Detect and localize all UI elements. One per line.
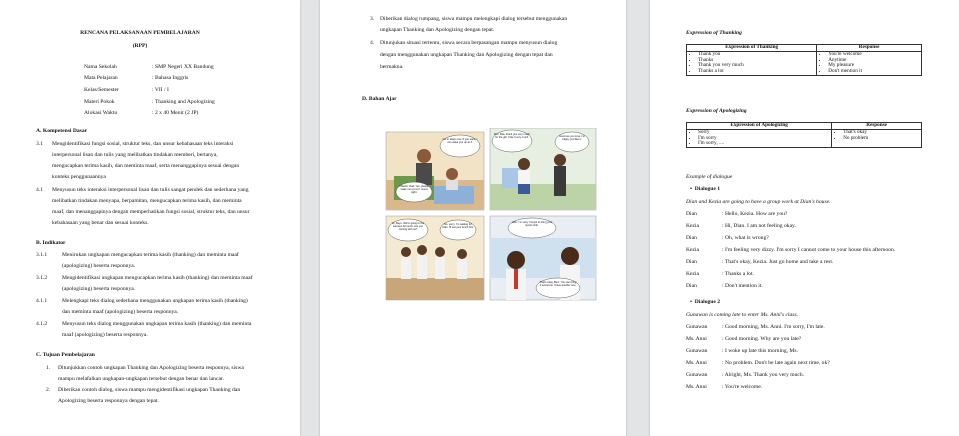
- speech-bubble: [492, 130, 532, 152]
- speaker: Kezia: [686, 223, 700, 229]
- section-heading: C. Tujuan Pembelajaran: [36, 352, 95, 358]
- speech-bubble: [440, 220, 476, 240]
- tujuan-line: Ditunjukan situasi tertentu, siswa secara berpasangan mampu menyusun dialog: [380, 40, 558, 46]
- dialogue-line: : Oh, what is wrong?: [722, 235, 769, 241]
- indikator-number: 4.1.2: [36, 321, 48, 327]
- identity-value: : 2 x 40 Menit (2 JP): [152, 110, 199, 116]
- bubble-text: Mrs. Rita, thank you very much for the gift. I like it very much.: [494, 133, 530, 139]
- bubble-text: Go to sleep now. If you want, I can wake you up at 4.: [442, 138, 478, 144]
- column-header: Expression of Thanking: [687, 45, 817, 52]
- document-title: RENCANA PELAKSANAAN PEMBELAJARAN: [80, 30, 200, 36]
- kd-number: 3.1: [36, 141, 43, 147]
- dialogue-title-text: Dialogue 2: [694, 299, 721, 305]
- tujuan-line: ungkapan Thanking dan Apologizing dengan tepat.: [380, 27, 495, 33]
- speaker: Gunawan: [686, 372, 708, 378]
- list-item: • No problem: [843, 136, 918, 142]
- kd-number: 4.1: [36, 187, 43, 193]
- list-item: • I'm sorry, ....: [698, 141, 828, 147]
- identity-value: : SMP Negeri XX Bandung: [152, 64, 214, 70]
- indikator-line: Menirukan ungkapan mengucapkan terima kasih (thanking) dan meminta maaf: [62, 252, 239, 258]
- kd-line: Mengidentifikasi fungsi sosial, struktur teks, dan unsur kebahasaan teks interaksi: [52, 141, 234, 147]
- speaker: Dian: [686, 259, 697, 265]
- indikator-line: Menyusun teks dialog menggunakan ungkapan terima kasih (thanking) dan meminta: [62, 321, 252, 327]
- dialogue-context: Dian and Kezia are going to have a group work at Dian's house.: [686, 199, 831, 205]
- tujuan-number: 2.: [46, 387, 51, 393]
- column-header: Response: [817, 45, 922, 52]
- section-heading: A. Kompetensi Dasar: [36, 128, 88, 134]
- list-item: • Thank you: [698, 52, 813, 58]
- bubble-text: That's okay, Beni. You can bring it tomorrow. I have another one.: [539, 281, 577, 287]
- tujuan-number: 4.: [370, 40, 375, 46]
- document-page-1: [0, 0, 300, 436]
- dialogue-title: • Dialogue 2: [690, 299, 721, 305]
- speech-bubble: [536, 278, 580, 298]
- dialogue-line: : That's okay, Kezia. Just go home and take a rest.: [722, 259, 834, 265]
- kd-line: interpersonal lisan dan tulis yang melibatkan tindakan memberi, bertanya,: [52, 152, 218, 158]
- speaker: Kezia: [686, 271, 700, 277]
- identity-label: Nama Sekolah: [84, 64, 117, 70]
- dialogue-line: : Good morning. Why are you late?: [722, 336, 802, 342]
- list-item: • Thank you very much: [698, 63, 813, 69]
- tujuan-line: Ditunjukkan contoh ungkapan Thanking dan Apologizing beserta responnya, siswa: [58, 365, 244, 371]
- identity-value: : Thanking and Apologizing: [152, 99, 215, 105]
- list-item: • I'm sorry: [698, 136, 828, 142]
- bubble-text: Udin, I'm sorry I forgot to bring your sports shirt.: [511, 221, 553, 227]
- tujuan-line: Diberikan dialog rumpang, siswa mampu melengkapi dialog tersebut menggunakan: [380, 16, 568, 22]
- identity-label: Mata Pelajaran: [84, 75, 118, 81]
- speaker: Dian: [686, 283, 697, 289]
- list-item: • That's okay: [843, 130, 918, 136]
- kd-line: Menyusun teks interaksi interpersonal lisan dan tulis sangat pendek dan sederhana yang: [52, 187, 249, 193]
- list-item: • Thanks a lot: [698, 69, 813, 75]
- kd-line: konteks penggunaannya: [52, 174, 106, 180]
- speaker: Ms. Anni: [686, 360, 707, 366]
- list-item: • Don't mention it: [828, 69, 918, 75]
- indikator-line: (apologizing) beserta responnya.: [62, 263, 136, 269]
- tujuan-number: 1.: [46, 365, 51, 371]
- dialogue-title: • Dialogue 1: [690, 186, 721, 192]
- identity-label: Kelas/Semester: [84, 87, 119, 93]
- apologizing-table: [686, 122, 922, 148]
- list-item: • Anytime: [828, 58, 918, 64]
- dialogue-title-text: Dialogue 1: [694, 186, 721, 192]
- kd-line: melibatkan tindakan menyapa, berpamitan, mengucapkan terima kasih, dan meminta: [52, 198, 242, 204]
- dialogue-line: : Hi, Dian. I am not feeling okay.: [722, 223, 796, 229]
- dialogue-line: : Good morning, Ms. Anni. I'm sorry, I'm late.: [722, 324, 825, 330]
- comic-panel-3: [386, 216, 484, 300]
- bubble-text: Thanks, Dad. Yes, please wake me up at 4. Good night.: [399, 185, 429, 194]
- identity-value: : VII / I: [152, 87, 169, 93]
- dialogue-context: Gunawan is coming late to enter Ms. Anni's class.: [686, 312, 799, 318]
- document-subtitle: (RPP): [132, 43, 148, 49]
- speech-bubble: [440, 135, 480, 157]
- dialogue-line: : Thanks a lot.: [722, 271, 754, 277]
- section-heading: B. Indikator: [36, 240, 66, 246]
- bubble-text: No, sorry. I'm waiting for Udin. I'll eat your lunch first.: [442, 223, 474, 229]
- indikator-line: Melengkapi teks dialog sederhana menggunakan ungkapan terima kasih (thanking): [62, 298, 248, 304]
- speaker: Dian: [686, 211, 697, 217]
- speaker: Ms. Anni: [686, 384, 707, 390]
- thanking-table: [686, 44, 922, 76]
- section-heading: Expression of Thanking: [686, 30, 742, 36]
- comic-panel-4: [490, 216, 596, 300]
- indikator-number: 4.1.1: [36, 298, 48, 304]
- tujuan-line: Apologizing beserta responnya dengan tepat.: [58, 398, 159, 404]
- bubble-text: Hi, Dayu. We're going to the canteen for lunch. Are you coming with us?: [391, 222, 425, 231]
- tujuan-line: dengan menggunakan ungkapan Thanking dan Apologizing dengan tepat dan: [380, 52, 553, 58]
- tujuan-line: mampu melafalkan ungkapan-ungkapan tersebut dengan benar dan lancar.: [58, 376, 224, 382]
- identity-label: Alokasi Waktu: [84, 110, 118, 116]
- dialogue-line: : You're welcome.: [722, 384, 763, 390]
- identity-label: Materi Pokok: [84, 99, 115, 105]
- speech-bubble: [396, 182, 432, 202]
- comic-illustration: [384, 128, 598, 302]
- tujuan-number: 3.: [370, 16, 375, 22]
- list-item: • Sorry: [698, 130, 828, 136]
- speaker: Kezia: [686, 247, 700, 253]
- dialogue-line: : Don't mention it.: [722, 283, 763, 289]
- column-header: Response: [832, 123, 922, 130]
- list-item: • Thanks: [698, 58, 813, 64]
- list-item: • My pleasure: [828, 63, 918, 69]
- indikator-line: (apologizing) beserta responnya.: [62, 286, 136, 292]
- kd-line: kebahasaan yang benar dan sesuai konteks.: [52, 220, 149, 226]
- list-item: • You're welcome: [828, 52, 918, 58]
- speaker: Gunawan: [686, 324, 708, 330]
- speech-bubble: [555, 132, 589, 152]
- dialogue-line: : I'm feeling very dizzy. I'm sorry I cannot come to your house this afternoon.: [722, 247, 896, 253]
- document-page-3: [650, 0, 959, 436]
- kd-line: mengucapkan terima kasih, dan meminta maaf, serta menanggapinya sesuai dengan: [52, 163, 240, 169]
- speech-bubble: [388, 219, 428, 241]
- comic-panel-1: [386, 132, 484, 210]
- indikator-line: dan meminta maaf (apologizing) beserta responnya.: [62, 309, 179, 315]
- indikator-line: Mengidentifikasi ungkapan mengucapkan terima kasih (thanking) dan meminta maaf: [62, 275, 253, 281]
- indikator-line: maaf (apologizing) beserta responnya.: [62, 332, 148, 338]
- indikator-number: 3.1.1: [36, 252, 48, 258]
- column-header: Expression of Apologizing: [687, 123, 832, 130]
- tujuan-line: bermakna.: [380, 64, 404, 70]
- speech-bubble: [508, 218, 556, 238]
- kd-line: maaf, dan menanggapinya dengan memperhatikan fungsi sosial, struktur teks, dan unsur: [52, 209, 250, 215]
- section-heading: D. Bahan Ajar: [362, 96, 397, 102]
- dialogue-line: : I woke up late this morning, Ms.: [722, 348, 798, 354]
- tujuan-line: Diberikan contoh dialog, siswa mampu mengidentifikasi ungkapan Thanking dan: [58, 387, 241, 393]
- indikator-number: 3.1.2: [36, 275, 48, 281]
- section-heading: Example of dialogue: [686, 174, 733, 180]
- comic-panel-2: [490, 128, 596, 210]
- speaker: Gunawan: [686, 348, 708, 354]
- section-heading: Expression of Apologizing: [686, 108, 747, 114]
- dialogue-line: : Alright, Ms. Thank you very much.: [722, 372, 805, 378]
- dialogue-line: : No problem. Don't be late again next time, ok?: [722, 360, 830, 366]
- bubble-text: Good we you Lina. I'm happy you like it.: [559, 135, 585, 141]
- speaker: Ms. Anni: [686, 336, 707, 342]
- dialogue-line: : Hello, Kezia. How are you?: [722, 211, 788, 217]
- speaker: Dian: [686, 235, 697, 241]
- identity-value: : Bahasa Inggris: [152, 75, 189, 81]
